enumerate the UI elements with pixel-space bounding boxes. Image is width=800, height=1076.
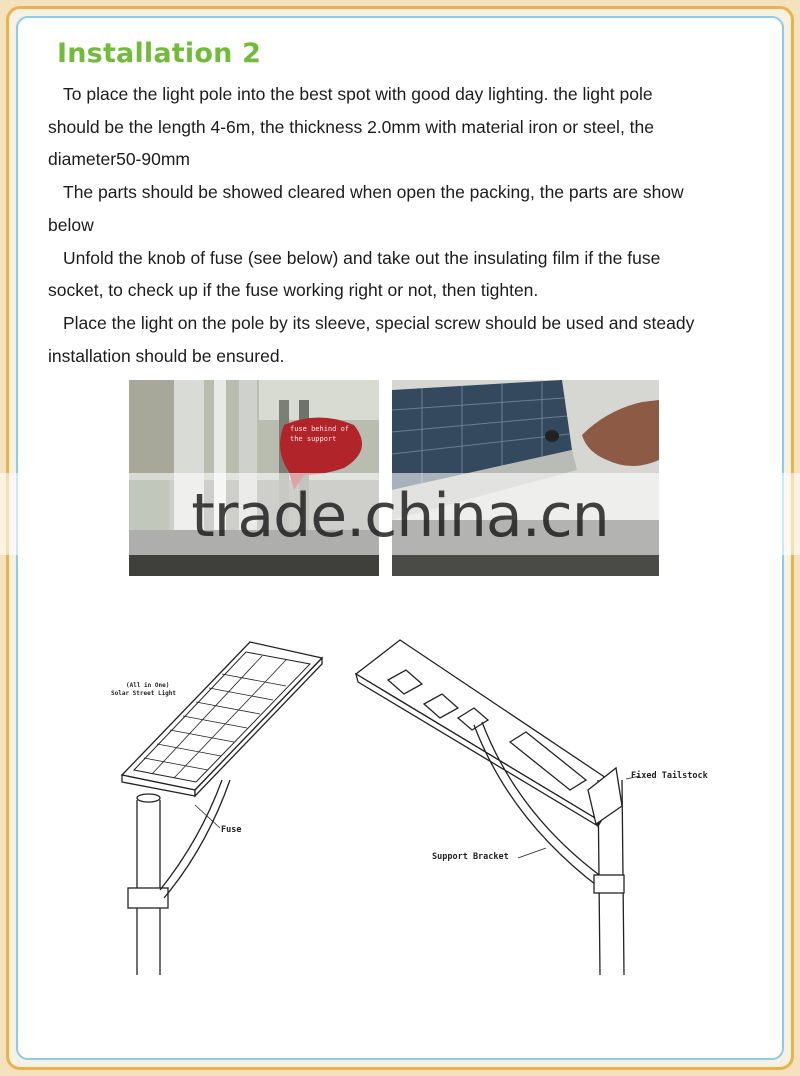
diagram-rear-view [350,630,730,980]
paragraph-fuse: Unfold the knob of fuse (see below) and take out the insulating film if the fuse socket, to check up if the fuse working right or not, then tighten. [48,247,661,301]
label-fuse: Fuse [221,825,242,835]
page-title: Installation 2 [57,38,262,69]
fuse-photo-caption [290,424,349,444]
paragraph-parts: The parts should be showed cleared when open the packing, the parts are show below [48,182,684,235]
caption-line-1: fuse behind of [290,425,350,433]
caption-line-2: the support [290,435,337,443]
paragraph-mounting: Place the light on the pole by its sleeve, special screw should be used and steady installation should be ensured. [48,312,695,366]
instructions-text [48,78,698,372]
label-fixed-tailstock: Fixed Tailstock [631,771,708,781]
watermark-text: trade.china.cn [191,481,609,551]
paragraph-pole: To place the light pole into the best spot with good day lighting. the light pole should be the length 4-6m, the thickness 2.0mm with material iron or steel, the diameter50-90mm [48,84,654,170]
label-all-in-one: (All in One) [126,682,170,689]
label-support-bracket: Support Bracket [432,852,509,862]
label-solar-street-light: Solar Street Light [111,690,177,697]
